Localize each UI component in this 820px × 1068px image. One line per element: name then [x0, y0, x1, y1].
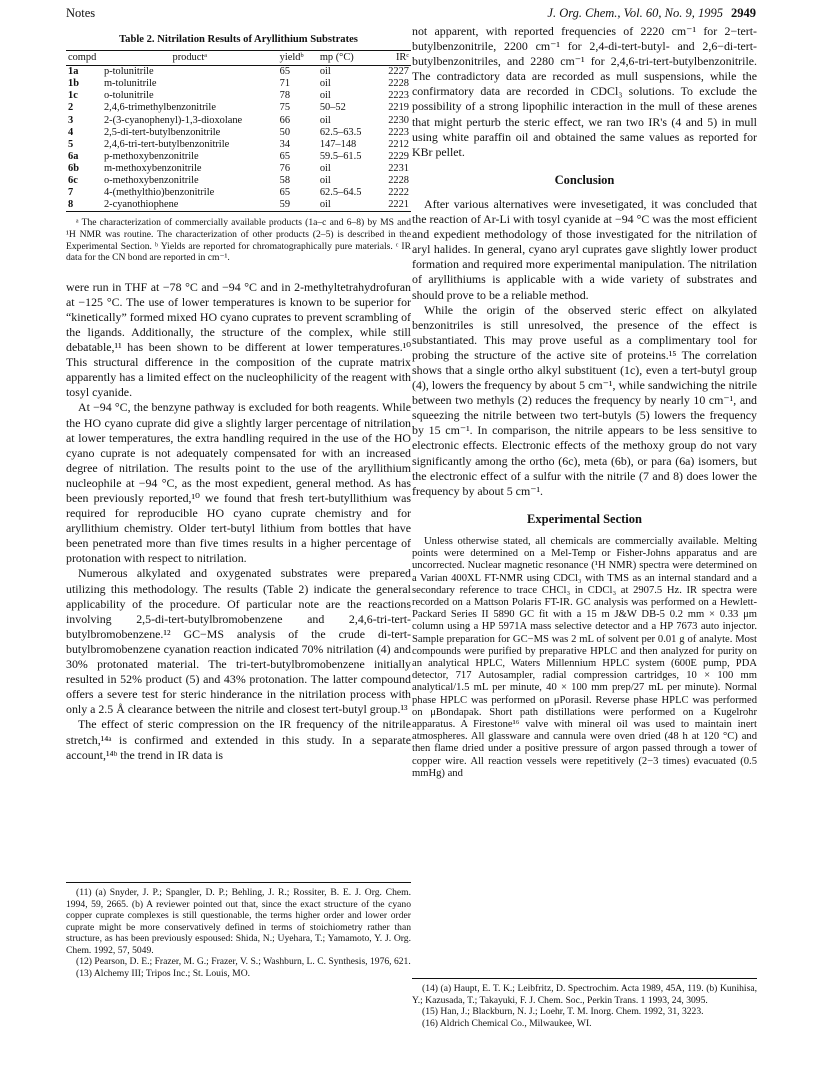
body-paragraph: At −94 °C, the benzyne pathway is excluded for both reagents. While the HO cyano cuprate did give a slightly larger percentage of nitrilation at lower temperatures, the extra handling required in the use of the HO cyano cuprate is not adequately compensated for with an increased degree of nitrilation. The results point to the use of the aryllithium nucleophile at −94 °C, as the most expedient, general method. As has been previously reported,¹⁰ we found that fresh tert-butyllithium was required for reproducible HO cyano cuprate chemistry and for aryllithium chemistry. Older tert-butyl lithium from bottles that have been penetrated more than five times results in a higher percentage of protonation with respect to nitrilation. — [66, 400, 411, 566]
product-cell: 2-(3-cyanophenyl)-1,3-dioxolane — [103, 114, 243, 126]
journal-citation — [547, 6, 756, 21]
yield-cell: 76 — [279, 162, 291, 174]
conclusion-heading: Conclusion — [554, 172, 615, 187]
body-paragraph: Numerous alkylated and oxygenated substrates were prepared utilizing this methodology. The results (Table 2) indicate the general applicability of the procedure. Of particular note are the reactions involving 2,5-di-tert-butylbromobenzene and 2,4,6-tri-tert-butylbromobenzene.¹² GC−MS analysis of the crude di-tert-butylbromobenzene cyanation reaction indicated 70% nitrilation (4) and 30% protonated material. The tri-tert-butylbromobenzene initially resulted in 52% product (5) and 43% protonation. The latter compound offers a severe test for steric hinderance in the nitrilation process with only a 2.5 Å clearance between the nitrile and closest tert-butyl group.¹³ — [66, 566, 411, 717]
right-column — [412, 24, 757, 780]
mp-cell: oil — [319, 90, 331, 102]
col-product: productᵃ — [172, 52, 208, 64]
yield-cell: 65 — [279, 66, 291, 78]
experimental-heading: Experimental Section — [527, 511, 642, 526]
yield-cell: 78 — [279, 90, 291, 102]
ir-cell: 2228 — [388, 78, 409, 90]
col-yield: yieldᵇ — [279, 52, 304, 64]
table-row — [66, 90, 411, 102]
compd-cell: 7 — [68, 187, 74, 199]
reference-item: (16) Aldrich Chemical Co., Milwaukee, WI. — [422, 1017, 592, 1029]
compd-cell: 1a — [68, 66, 79, 78]
table-row — [66, 175, 411, 187]
table-footnote: ᵃ The characterization of commercially available products (1a–c and 6–8) by MS and ¹H NMR was routine. The characterization of other products (2–5) is described in the Experimental Section. ᵇ Yields are reported for chromatographically pure materials. ᶜ IR data for the CN bond are reported in cm⁻¹. — [66, 217, 411, 264]
yield-cell: 50 — [279, 126, 291, 138]
table-row — [66, 66, 411, 79]
ir-cell: 2229 — [388, 150, 409, 162]
body-paragraph: not apparent, with reported frequencies of 2220 cm⁻¹ for 2−tert-butylbenzonitrile, 2200 cm⁻¹ for 2,4-di-tert-butyl- and 2,6−di-tert-butylbenzonitriles, and 2280 cm⁻¹ for 2,4,6-tri-tert-butylbenzonitrile. The contradictory data are recorded as mull suspensions, while the confirmatory data are recorded in CDCl₃ solutions. To exclude the possibility of a strong lipophilic interaction in the mull of these arenes that might perturb the steric effect, we ran two IR's (4 and 5) in mull using white paraffin oil and obtained the same values as reported for KBr pellet. — [412, 24, 757, 159]
yield-cell: 65 — [279, 150, 291, 162]
ir-cell: 2231 — [388, 162, 409, 174]
product-cell: m-tolunitrile — [103, 78, 157, 90]
mp-cell: oil — [319, 114, 331, 126]
compd-cell: 8 — [68, 199, 74, 211]
mp-cell: oil — [319, 78, 331, 90]
mp-cell: 62.5–64.5 — [319, 187, 362, 199]
product-cell: o-methoxybenzonitrile — [103, 175, 199, 187]
product-cell: 2,5-di-tert-butylbenzonitrile — [103, 126, 221, 138]
left-body-text — [66, 280, 411, 763]
reference-item: (11) (a) Snyder, J. P.; Spangler, D. P.; Behling, J. R.; Rossiter, B. E. J. Org. Chem. 1994, 59, 2665. (b) A reviewer pointed out that, since the exact structure of the cyano copper cuprate complexes is still questionable, the terms higher order and lower order cuprate might be more conservatively defined in terms of stoichiometry rather than structure, as has been previously espoused: Shida, N.; Uyehara, T.; Yamamoto, Y. J. Org. Chem. 1992, 57, 5049. — [66, 887, 411, 956]
table-footnotes — [66, 217, 411, 263]
col-ir: IRᶜ — [395, 52, 409, 64]
mp-cell: 50–52 — [319, 102, 346, 114]
compd-cell: 1c — [68, 90, 78, 102]
body-paragraph: After various alternatives were invesetigated, it was concluded that the reaction of Ar-Li with tosyl cyanide at −94 °C was the most efficient and expedient methodology of those investigated for the nitrilation of aryl halides. In general, cyano aryl cuprates gave slightly lower product formation and required more experimental manipulation. The nitrilation of aryllithiums is applicable with a wide variety of substrates and should prove to be a reliable method. — [412, 196, 757, 302]
compd-cell: 1b — [68, 78, 79, 90]
product-cell: 2,4,6-tri-tert-butylbenzonitrile — [103, 138, 230, 150]
ir-cell: 2221 — [388, 199, 409, 211]
product-cell: o-tolunitrile — [103, 90, 154, 102]
product-cell: 4-(methylthio)benzonitrile — [103, 187, 215, 199]
body-paragraph: Unless otherwise stated, all chemicals are commercially available. Melting points were determined on a Mel-Temp or Fisher-Johns apparatus and are uncorrected. Nuclear magnetic resonance (¹H NMR) spectra were determined on a Varian 400XL FT-NMR using CDCl₃ with TMS as an internal standard and a secondary reference to trace CHCl₃ in CDCl₃ at 2907.5 Hz. IR spectra were recorded on a Mattson Polaris FT-IR. GC analysis was performed on a Hewlett-Packard Series II 5890 GC fit with a 15 m J&W DB-5 0.2 mm × 0.33 μm column using a HP 5971A mass selective detector and a HP 7673 auto injector. Sample preparation for GC−MS was 2 mL of solvent per 0.01 g of analyte. Most compounds were purified by preparative HPLC and then analyzed for purity on an analytical HPLC, Waters Millennium HPLC system (600E pump, PDA detector, 717 Autosampler, radial compression cartridges, 10 × 100 mm analytical/1.5 mL per minute, 40 × 100 mm prep/27 mL per minute). Normal phase HPLC was performed on μPorasil. Reverse phase HPLC was performed on μBondapak. Short path distillations were performed on a Kugelrohr apparatus. A Firestone¹⁶ valve with mineral oil was used to maintain inert atmospheres. All glassware and cannula were oven dried (48 h at 120 °C) and then flame dried under a positive pressure of argon passed through a tower of copper wire. All reaction vessels were repetitively (2−3 times) evacuated (0.5 mmHg) and — [412, 535, 757, 779]
compd-cell: 4 — [68, 126, 74, 138]
yield-cell: 34 — [279, 138, 291, 150]
mp-cell: 62.5–63.5 — [319, 126, 362, 138]
table-row — [66, 187, 411, 199]
yield-cell: 66 — [279, 114, 291, 126]
product-cell: 2,4,6-trimethylbenzonitrile — [103, 102, 216, 114]
yield-cell: 75 — [279, 102, 291, 114]
body-paragraph: While the origin of the observed steric effect on alkylated benzonitriles is still unresolved, the presence of the effect is substantiated. This may prove useful as a complimentary tool for probing the structure of the active site of proteins.¹⁵ The correlation shows that a single ortho alkyl substituent (1c), even a tert-butyl group (4), lowers the frequency by about 5 cm⁻¹, while sandwiching the nitrile between two methyls (2) reduces the frequency by nearly 10 cm⁻¹, and squeezing the nitrile between two tert-butyls (5) lowers the frequency by 15 cm⁻¹. In comparison, the nitrile appears to be less sensitive to electronic effects. Electronic effects of the methoxy group do not vary significantly among the ortho (6c), meta (6b), or para (6a) isomers, but the electronic effect of a sulfur with the nitrile (7 and 8) does lower the frequency by about 5 cm⁻¹. — [412, 302, 757, 498]
table-row — [66, 163, 411, 175]
conclusion-text — [412, 197, 757, 499]
results-table — [66, 50, 411, 212]
table-row — [66, 151, 411, 163]
product-cell: m-methoxybenzonitrile — [103, 162, 202, 174]
table-header-row — [66, 51, 411, 66]
ir-cell: 2228 — [388, 175, 409, 187]
ir-cell: 2222 — [388, 187, 409, 199]
left-column — [66, 32, 411, 763]
yield-cell: 58 — [279, 175, 291, 187]
product-cell: p-tolunitrile — [103, 66, 154, 78]
mp-cell: oil — [319, 199, 331, 211]
compd-cell: 6c — [68, 175, 78, 187]
ir-cell: 2230 — [388, 114, 409, 126]
mp-cell: 147–148 — [319, 138, 357, 150]
compd-cell: 6b — [68, 162, 79, 174]
ir-cell: 2223 — [388, 126, 409, 138]
reference-item: (15) Han, J.; Blackburn, N. J.; Loehr, T. M. Inorg. Chem. 1992, 31, 3223. — [422, 1006, 704, 1017]
mp-cell: 59.5–61.5 — [319, 150, 362, 162]
compd-cell: 6a — [68, 150, 79, 162]
page-number: 2949 — [731, 6, 756, 20]
reference-item: (12) Pearson, D. E.; Frazer, M. G.; Frazer, V. S.; Washburn, L. C. Synthesis, 1976, 621. — [76, 956, 411, 967]
table-row — [66, 199, 411, 212]
yield-cell: 65 — [279, 187, 291, 199]
body-paragraph: were run in THF at −78 °C and −94 °C and in 2-methyltetrahydrofuran at −125 °C. The use of lower temperatures is known to be superior for “kinetically” formed mixed HO cyano cuprates to prevent scrambling of the ligands. Additionally, the structure of the complex, while still debatable,¹¹ has been shown to be different at lower temperatures.¹⁰ This structural difference in the composition of the cuprate matrix apparently has a limited effect on the nucleophilicity of the reagent with tosyl cyanide. — [66, 279, 411, 400]
table-row — [66, 115, 411, 127]
table-row — [66, 139, 411, 151]
col-mp: mp (°C) — [319, 52, 354, 64]
table-row — [66, 127, 411, 139]
section-label: Notes — [66, 6, 96, 20]
table-row — [66, 102, 411, 114]
ir-cell: 2227 — [388, 66, 409, 78]
table-row — [66, 78, 411, 90]
running-head — [66, 6, 756, 24]
right-body-text — [412, 24, 757, 160]
ir-cell: 2212 — [388, 138, 409, 150]
mp-cell: oil — [319, 175, 331, 187]
product-cell: 2-cyanothiophene — [103, 199, 179, 211]
experimental-text — [412, 536, 757, 780]
reference-item: (14) (a) Haupt, E. T. K.; Leibfritz, D. Spectrochim. Acta 1989, 45A, 119. (b) Kunihisa, Y.; Kazusada, T.; Takayuki, F. J. Chem. Soc., Perkin Trans. 1 1993, 24, 3095. — [412, 983, 757, 1006]
journal-name: J. Org. Chem., Vol. 60, No. 9, 1995 — [547, 6, 723, 20]
body-paragraph: The effect of steric compression on the IR frequency of the nitrile stretch,¹⁴ᵃ is confirmed and extended in this study. In a separate account,¹⁴ᵇ the trend in IR data is — [66, 717, 411, 762]
right-references — [412, 978, 757, 1029]
table-caption: Table 2. Nitrilation Results of Aryllithium Substrates — [119, 34, 358, 45]
compd-cell: 3 — [68, 114, 74, 126]
compd-cell: 5 — [68, 138, 74, 150]
mp-cell: oil — [319, 162, 331, 174]
compd-cell: 2 — [68, 102, 74, 114]
product-cell: p-methoxybenzonitrile — [103, 150, 199, 162]
ir-cell: 2223 — [388, 90, 409, 102]
reference-item: (13) Alchemy III; Tripos Inc.; St. Louis, MO. — [76, 967, 251, 979]
yield-cell: 59 — [279, 199, 291, 211]
yield-cell: 71 — [279, 78, 291, 90]
mp-cell: oil — [319, 66, 331, 78]
col-compd: compd — [68, 52, 97, 64]
ir-cell: 2219 — [388, 102, 409, 114]
left-references — [66, 882, 411, 979]
table-body — [66, 66, 411, 212]
